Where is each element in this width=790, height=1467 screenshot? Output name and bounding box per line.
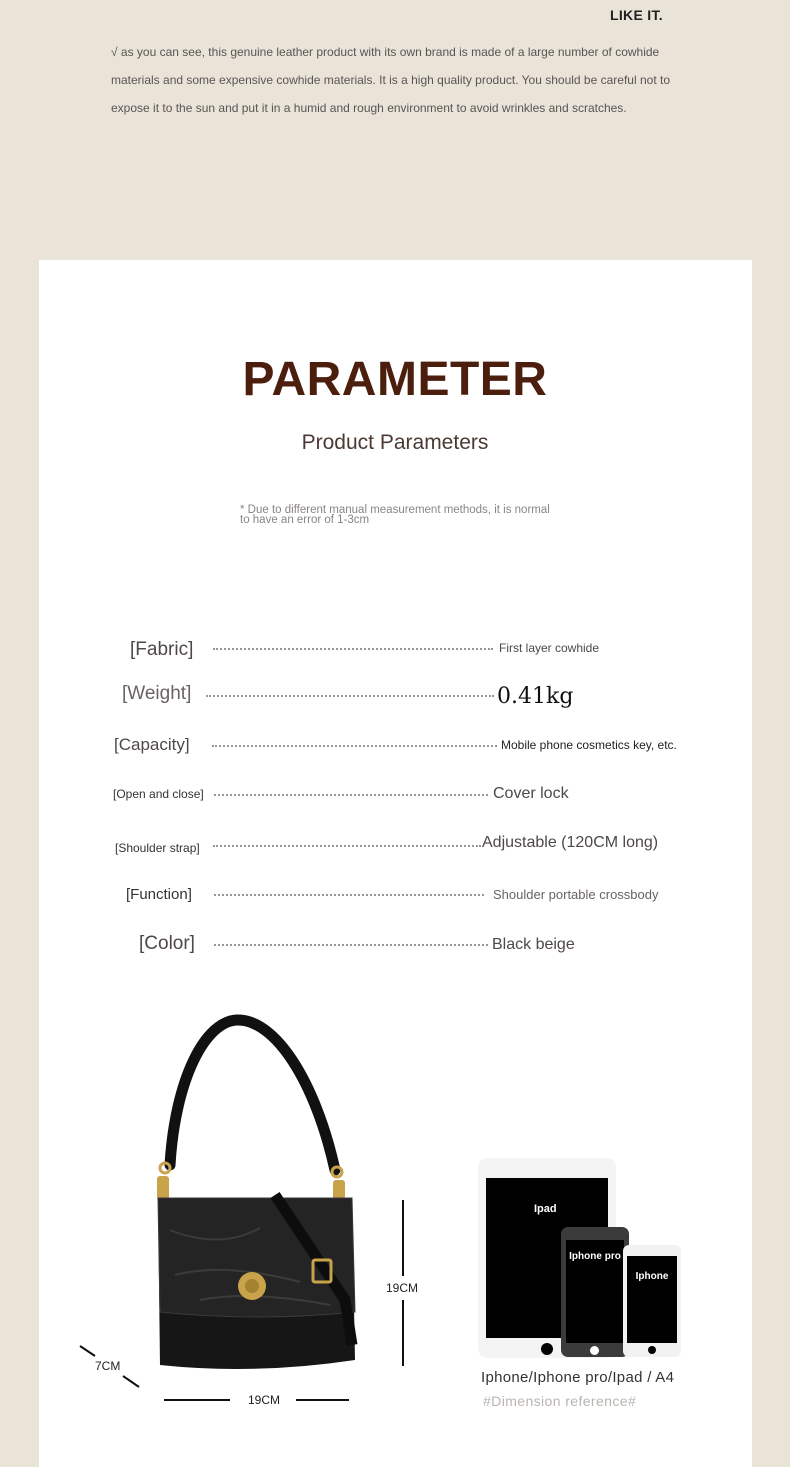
param-label-color: [Color] (139, 933, 195, 954)
parameter-subtitle: Product Parameters (301, 431, 489, 454)
param-label-capacity: [Capacity] (114, 735, 190, 754)
param-value-fabric: First layer cowhide (499, 641, 600, 655)
param-label-weight: [Weight] (122, 683, 192, 704)
param-value-weight: 0.41kg (497, 684, 574, 709)
param-label-open-close: [Open and close] (113, 787, 204, 801)
depth-dimension: 7CM (95, 1359, 121, 1373)
measurement-note-line2: to have an error of 1-3cm (240, 514, 370, 526)
iphone-device (623, 1245, 681, 1357)
param-label-shoulder-strap: [Shoulder strap] (115, 841, 200, 855)
width-dimension: 19CM (248, 1393, 281, 1407)
ipad-label: Ipad (534, 1203, 557, 1215)
like-it-tag: LIKE IT. (610, 7, 663, 23)
measurement-note-line1: * Due to different manual measurement methods, it is normal (240, 504, 550, 516)
param-value-function: Shoulder portable crossbody (493, 887, 659, 902)
param-value-shoulder-strap: Adjustable (120CM long) (482, 834, 659, 851)
param-label-fabric: [Fabric] (130, 639, 194, 660)
param-label-function: [Function] (126, 886, 192, 903)
devices-caption: Iphone/Iphone pro/Ipad / A4 (481, 1369, 675, 1386)
dimension-reference-caption: #Dimension reference# (483, 1393, 637, 1409)
iphone-pro-device (561, 1227, 629, 1357)
intro-paragraph: √ as you can see, this genuine leather product with its own brand is made of a large number of cowhide materials and some expensive cowhide materials. It is a high quality product. You should be careful not to expose it to the sun and put it in a humid and rough environment to avoid wrinkles and scratches. (111, 45, 670, 115)
parameter-title: PARAMETER (242, 353, 548, 406)
param-value-color: Black beige (492, 936, 575, 953)
param-value-open-close: Cover lock (493, 785, 569, 802)
iphone-label: Iphone (635, 1271, 669, 1282)
iphone-pro-label: Iphone pro (569, 1251, 621, 1262)
height-dimension: 19CM (386, 1281, 419, 1295)
param-value-capacity: Mobile phone cosmetics key, etc. (501, 738, 677, 752)
